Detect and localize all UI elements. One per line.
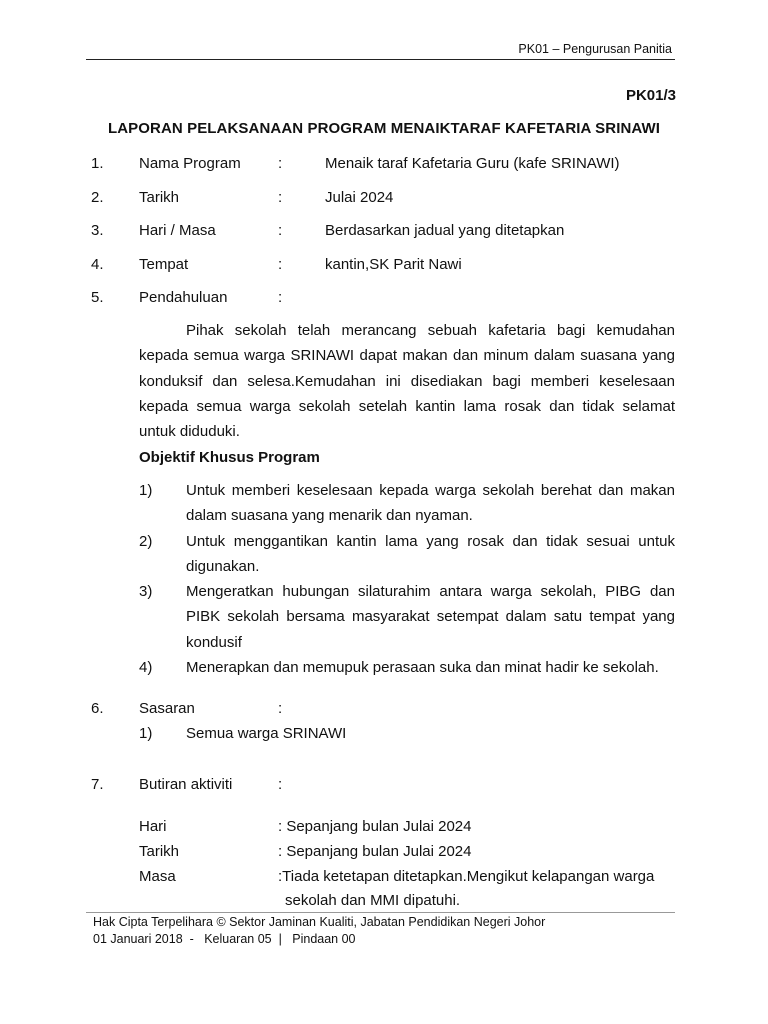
objektif-heading: Objektif Khusus Program <box>139 449 320 466</box>
butiran-label: Butiran aktiviti <box>139 776 233 793</box>
field-4-colon: : <box>278 256 283 273</box>
field-3-number: 3. <box>91 222 104 239</box>
document-title: LAPORAN PELAKSANAAN PROGRAM MENAIKTARAF KAFETARIA SRINAWI <box>107 120 661 137</box>
objektif-item <box>139 529 675 580</box>
pendahuluan-paragraph: Pihak sekolah telah merancang sebuah kafetaria bagi kemudahan kepada semua warga SRINAWI dapat makan dan minum dalam suasana yang konduksif dan selesa.Kemudahan ini disediakan bagi memberi keselesaan kepada semua warga sekolah setelah kantin lama rosak dan tidak selamat untuk diduduki. <box>139 322 675 441</box>
field-1-colon: : <box>278 155 283 172</box>
footer-edition: Keluaran 05 <box>204 932 272 946</box>
footer-copyright: Hak Cipta Terpelihara © Sektor Jaminan Kualiti, Jabatan Pendidikan Negeri Johor <box>93 915 546 929</box>
objektif-item <box>139 478 675 529</box>
field-4-number: 4. <box>91 256 104 273</box>
field-1-number: 1. <box>91 155 104 172</box>
butiran-colon: : <box>278 776 283 793</box>
sasaran-item-number: 1) <box>139 725 153 742</box>
objektif-list <box>139 478 675 680</box>
sasaran-number: 6. <box>91 700 104 717</box>
sasaran-item-text: Semua warga SRINAWI <box>186 725 347 742</box>
butiran-row-value: : Sepanjang bulan Julai 2024 <box>278 818 472 835</box>
objektif-item <box>139 579 675 655</box>
field-5-colon: : <box>278 289 283 306</box>
footer-revision: Pindaan 00 <box>292 932 356 946</box>
header-rule <box>86 59 675 60</box>
field-1-value: Menaik taraf Kafetaria Guru (kafe SRINAWI) <box>325 155 620 172</box>
sasaran-colon: : <box>278 700 283 717</box>
field-2-number: 2. <box>91 189 104 206</box>
document-code: PK01/3 <box>625 87 676 104</box>
objektif-item-text: Menerapkan dan memupuk perasaan suka dan minat hadir ke sekolah. <box>186 659 659 677</box>
field-4-value: kantin,SK Parit Nawi <box>325 256 462 273</box>
butiran-row-label: Tarikh <box>139 843 180 860</box>
objektif-item <box>139 655 675 680</box>
field-1-label: Nama Program <box>139 155 241 172</box>
objektif-item-number: 4) <box>139 659 153 677</box>
footer-date: 01 Januari 2018 <box>93 932 183 946</box>
field-3-label: Hari / Masa <box>139 222 216 239</box>
field-2-label: Tarikh <box>139 189 180 206</box>
butiran-number: 7. <box>91 776 104 793</box>
objektif-item-number: 1) <box>139 482 153 499</box>
butiran-row-label: Hari <box>139 818 167 835</box>
footer-dash: - <box>189 932 194 946</box>
footer-version-line <box>93 932 356 946</box>
objektif-item-text: Mengeratkan hubungan silaturahim antara warga sekolah, PIBG dan PIBK sekolah bersama masyarakat setempat dalam satu tempat yang kondusif <box>186 583 675 651</box>
field-5-number: 5. <box>91 289 104 306</box>
footer-separator: | <box>278 932 282 946</box>
butiran-row-label: Masa <box>139 868 176 885</box>
objektif-item-text: Untuk menggantikan kantin lama yang rosak dan tidak sesuai untuk digunakan. <box>186 532 675 575</box>
running-header: PK01 – Pengurusan Panitia <box>518 42 672 56</box>
field-3-value: Berdasarkan jadual yang ditetapkan <box>325 222 565 239</box>
footer-rule <box>86 912 675 913</box>
objektif-item-number: 2) <box>139 532 153 550</box>
butiran-row-value: :Tiada ketetapan ditetapkan.Mengikut kelapangan warga <box>278 868 655 885</box>
field-2-colon: : <box>278 189 283 206</box>
field-3-colon: : <box>278 222 283 239</box>
field-4-label: Tempat <box>139 256 189 273</box>
objektif-item-number: 3) <box>139 583 153 601</box>
butiran-row-value: : Sepanjang bulan Julai 2024 <box>278 843 472 860</box>
field-5-label: Pendahuluan <box>139 289 228 306</box>
sasaran-label: Sasaran <box>139 700 195 717</box>
butiran-row-value-continued: sekolah dan MMI dipatuhi. <box>285 892 461 909</box>
field-2-value: Julai 2024 <box>325 189 394 206</box>
objektif-item-text: Untuk memberi keselesaan kepada warga sekolah berehat dan makan dalam suasana yang menarik dan nyaman. <box>186 482 675 525</box>
